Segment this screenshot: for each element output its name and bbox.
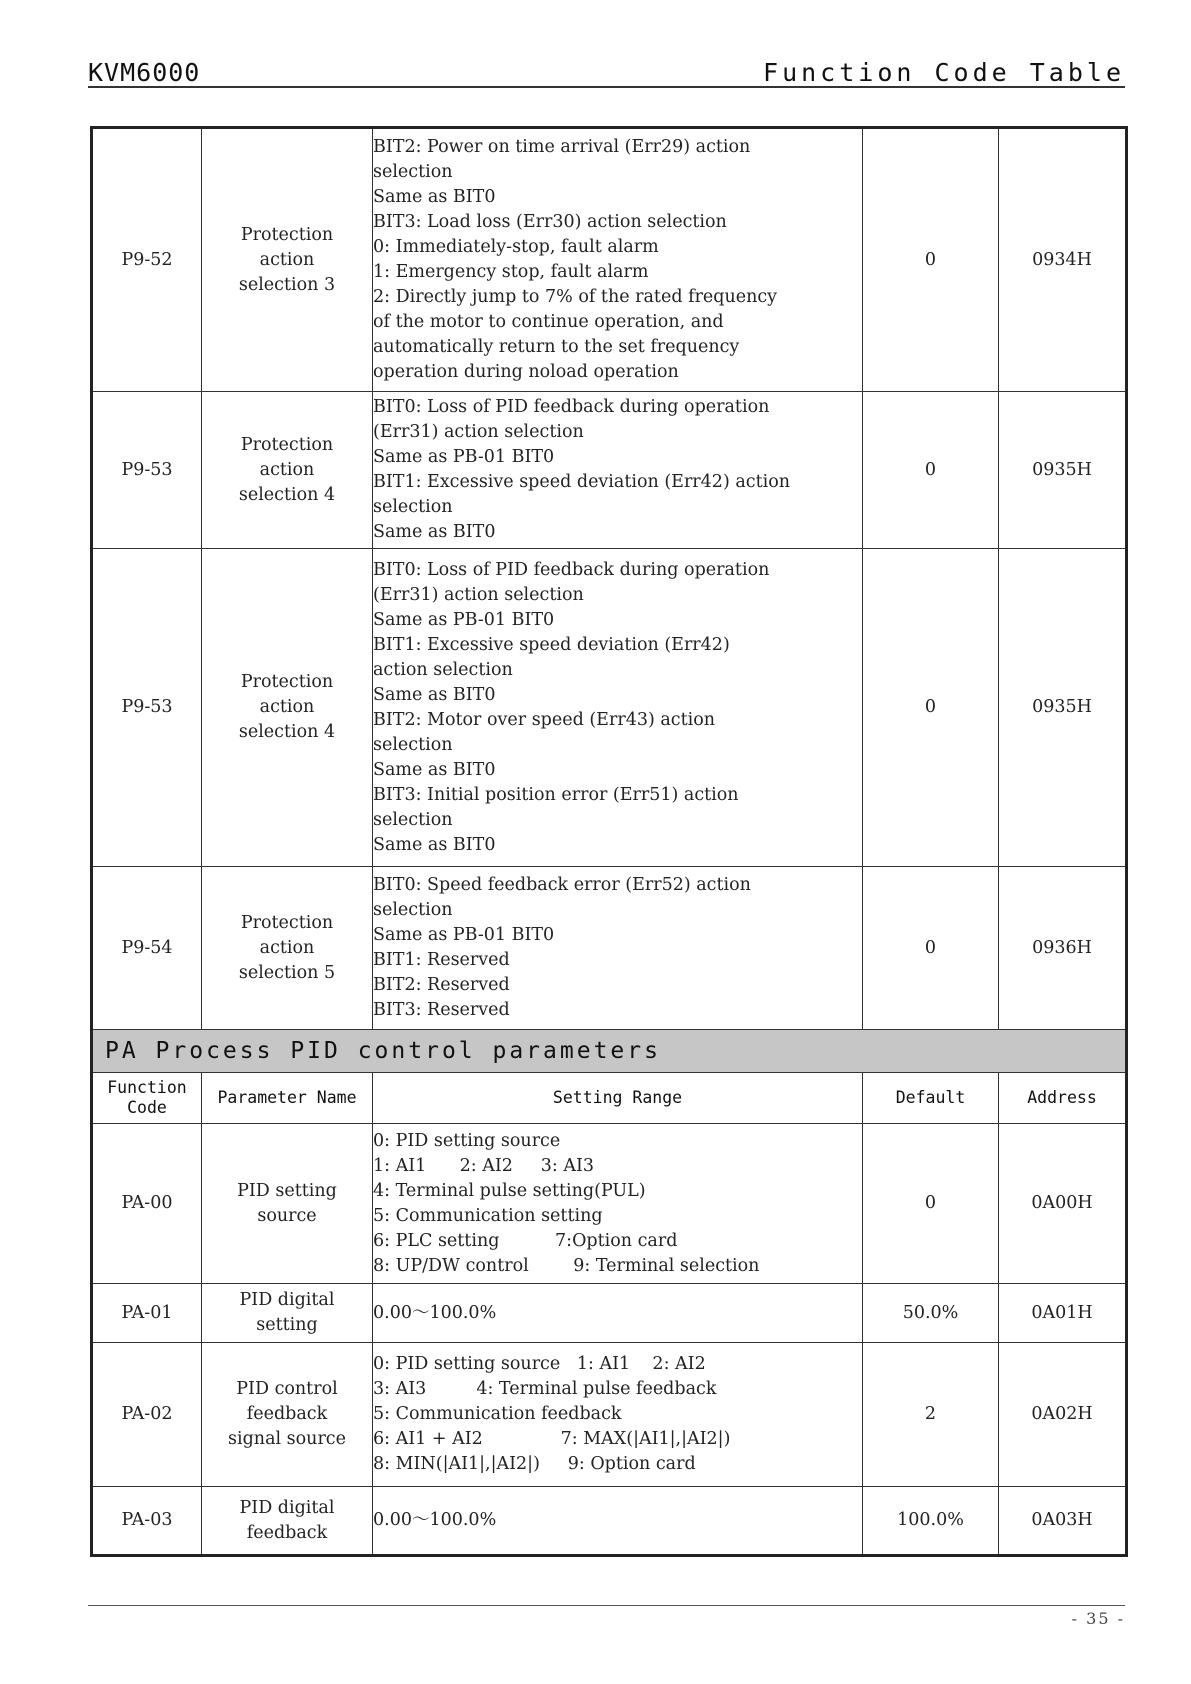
setting-range-line: action selection xyxy=(373,659,513,680)
section-title-row xyxy=(92,1030,1127,1073)
address-cell: 0934H xyxy=(999,128,1127,392)
function-code-cell: P9-54 xyxy=(92,867,202,1030)
setting-range-line: Same as BIT0 xyxy=(373,684,496,705)
setting-range-cell xyxy=(373,1487,863,1556)
setting-range-line: 1: Emergency stop, fault alarm xyxy=(373,262,649,282)
setting-range-cell xyxy=(373,549,863,867)
function-code-cell: PA-01 xyxy=(92,1284,202,1343)
parameter-name-cell: PID digital feedback xyxy=(202,1487,373,1556)
page-number: - 35 - xyxy=(1071,1609,1125,1628)
setting-range-line: Same as BIT0 xyxy=(373,759,496,780)
setting-range-line: Same as PB-01 BIT0 xyxy=(373,609,555,630)
setting-range-line: BIT3: Initial position error (Err51) action xyxy=(373,784,739,805)
setting-range-line: BIT0: Speed feedback error (Err52) action xyxy=(373,875,751,895)
column-header-row xyxy=(92,1073,1127,1124)
default-cell: 0 xyxy=(863,1124,999,1284)
table-row xyxy=(92,1124,1127,1284)
setting-range-cell xyxy=(373,867,863,1030)
default-cell: 0 xyxy=(863,392,999,549)
setting-range-line: operation during noload operation xyxy=(373,362,679,382)
setting-range-line: BIT2: Motor over speed (Err43) action xyxy=(373,709,716,730)
parameter-name-cell: PID setting source xyxy=(202,1124,373,1284)
header-rule xyxy=(88,86,1125,88)
address-cell: 0A01H xyxy=(999,1284,1127,1343)
setting-range-line: BIT1: Excessive speed deviation (Err42) xyxy=(373,634,730,655)
section-header-title: Function Code Table xyxy=(763,58,1125,87)
setting-range-line: 3: AI3 4: Terminal pulse feedback xyxy=(373,1379,717,1399)
column-header-default: Default xyxy=(863,1073,999,1124)
function-code-cell: PA-00 xyxy=(92,1124,202,1284)
setting-range-cell xyxy=(373,1284,863,1343)
setting-range-line: selection xyxy=(373,734,453,755)
setting-range-line: 0: PID setting source 1: AI1 2: AI2 xyxy=(373,1354,706,1374)
parameter-name-cell: Protection action selection 3 xyxy=(202,128,373,392)
setting-range-line: BIT0: Loss of PID feedback during operation xyxy=(373,397,770,417)
function-code-cell: P9-53 xyxy=(92,549,202,867)
table-row xyxy=(92,128,1127,392)
column-header-address: Address xyxy=(999,1073,1127,1124)
setting-range-line: BIT3: Reserved xyxy=(373,1000,510,1020)
setting-range-line: 5: Communication feedback xyxy=(373,1404,622,1424)
setting-range-line: BIT1: Reserved xyxy=(373,950,510,970)
function-code-cell: PA-03 xyxy=(92,1487,202,1556)
table-row xyxy=(92,549,1127,867)
setting-range-cell xyxy=(373,1343,863,1487)
setting-range-line: Same as BIT0 xyxy=(373,187,496,207)
setting-range-line: 8: MIN(|AI1|,|AI2|) 9: Option card xyxy=(373,1454,696,1474)
column-header-code: Function Code xyxy=(92,1073,202,1124)
parameter-name-cell: Protection action selection 4 xyxy=(202,549,373,867)
parameter-name-cell: PID control feedback signal source xyxy=(202,1343,373,1487)
setting-range-line: Same as BIT0 xyxy=(373,834,496,855)
manual-model-title: KVM6000 xyxy=(88,58,201,87)
section-title: PA Process PID control parameters xyxy=(92,1030,1127,1073)
setting-range-line: 6: PLC setting 7:Option card xyxy=(373,1230,678,1251)
table-row xyxy=(92,1343,1127,1487)
setting-range-line: Same as PB-01 BIT0 xyxy=(373,925,555,945)
table-row xyxy=(92,867,1127,1030)
setting-range-line: selection xyxy=(373,809,453,830)
setting-range-line: 0.00～100.0% xyxy=(373,1302,497,1323)
setting-range-line: 0: PID setting source xyxy=(373,1130,561,1151)
address-cell: 0935H xyxy=(999,392,1127,549)
setting-range-line: Same as BIT0 xyxy=(373,522,496,542)
function-code-table xyxy=(90,126,1128,1557)
footer-rule xyxy=(88,1605,1125,1606)
setting-range-line: selection xyxy=(373,900,453,920)
setting-range-line: BIT0: Loss of PID feedback during operation xyxy=(373,559,770,580)
default-cell: 100.0% xyxy=(863,1487,999,1556)
setting-range-line: selection xyxy=(373,497,453,517)
setting-range-line: BIT2: Power on time arrival (Err29) action xyxy=(373,137,751,157)
setting-range-line: (Err31) action selection xyxy=(373,584,584,605)
setting-range-cell xyxy=(373,1124,863,1284)
address-cell: 0935H xyxy=(999,549,1127,867)
address-cell: 0A02H xyxy=(999,1343,1127,1487)
setting-range-line: 6: AI1 + AI2 7: MAX(|AI1|,|AI2|) xyxy=(373,1429,731,1449)
default-cell: 0 xyxy=(863,867,999,1030)
function-code-cell: PA-02 xyxy=(92,1343,202,1487)
setting-range-line: of the motor to continue operation, and xyxy=(373,312,724,332)
setting-range-line: (Err31) action selection xyxy=(373,422,584,442)
setting-range-line: 8: UP/DW control 9: Terminal selection xyxy=(373,1255,760,1276)
default-cell: 0 xyxy=(863,128,999,392)
setting-range-line: BIT3: Load loss (Err30) action selection xyxy=(373,212,727,232)
setting-range-line: 2: Directly jump to 7% of the rated frequency xyxy=(373,287,778,307)
setting-range-cell xyxy=(373,128,863,392)
setting-range-line: 0.00～100.0% xyxy=(373,1510,497,1530)
address-cell: 0A03H xyxy=(999,1487,1127,1556)
parameter-name-cell: Protection action selection 4 xyxy=(202,392,373,549)
setting-range-line: 1: AI1 2: AI2 3: AI3 xyxy=(373,1155,595,1176)
default-cell: 2 xyxy=(863,1343,999,1487)
function-code-cell: P9-52 xyxy=(92,128,202,392)
setting-range-line: 4: Terminal pulse setting(PUL) xyxy=(373,1180,646,1201)
table-row xyxy=(92,392,1127,549)
table-row xyxy=(92,1487,1127,1556)
setting-range-line: selection xyxy=(373,162,453,182)
setting-range-line: 5: Communication setting xyxy=(373,1205,603,1226)
parameter-name-cell: PID digital setting xyxy=(202,1284,373,1343)
address-cell: 0A00H xyxy=(999,1124,1127,1284)
function-code-cell: P9-53 xyxy=(92,392,202,549)
default-cell: 50.0% xyxy=(863,1284,999,1343)
parameter-name-cell: Protection action selection 5 xyxy=(202,867,373,1030)
table-row xyxy=(92,1284,1127,1343)
setting-range-line: BIT2: Reserved xyxy=(373,975,510,995)
setting-range-line: 0: Immediately-stop, fault alarm xyxy=(373,237,659,257)
address-cell: 0936H xyxy=(999,867,1127,1030)
column-header-name: Parameter Name xyxy=(202,1073,373,1124)
column-header-range: Setting Range xyxy=(373,1073,863,1124)
setting-range-line: automatically return to the set frequency xyxy=(373,337,740,357)
setting-range-line: BIT1: Excessive speed deviation (Err42) action xyxy=(373,472,791,492)
default-cell: 0 xyxy=(863,549,999,867)
setting-range-cell xyxy=(373,392,863,549)
setting-range-line: Same as PB-01 BIT0 xyxy=(373,447,555,467)
